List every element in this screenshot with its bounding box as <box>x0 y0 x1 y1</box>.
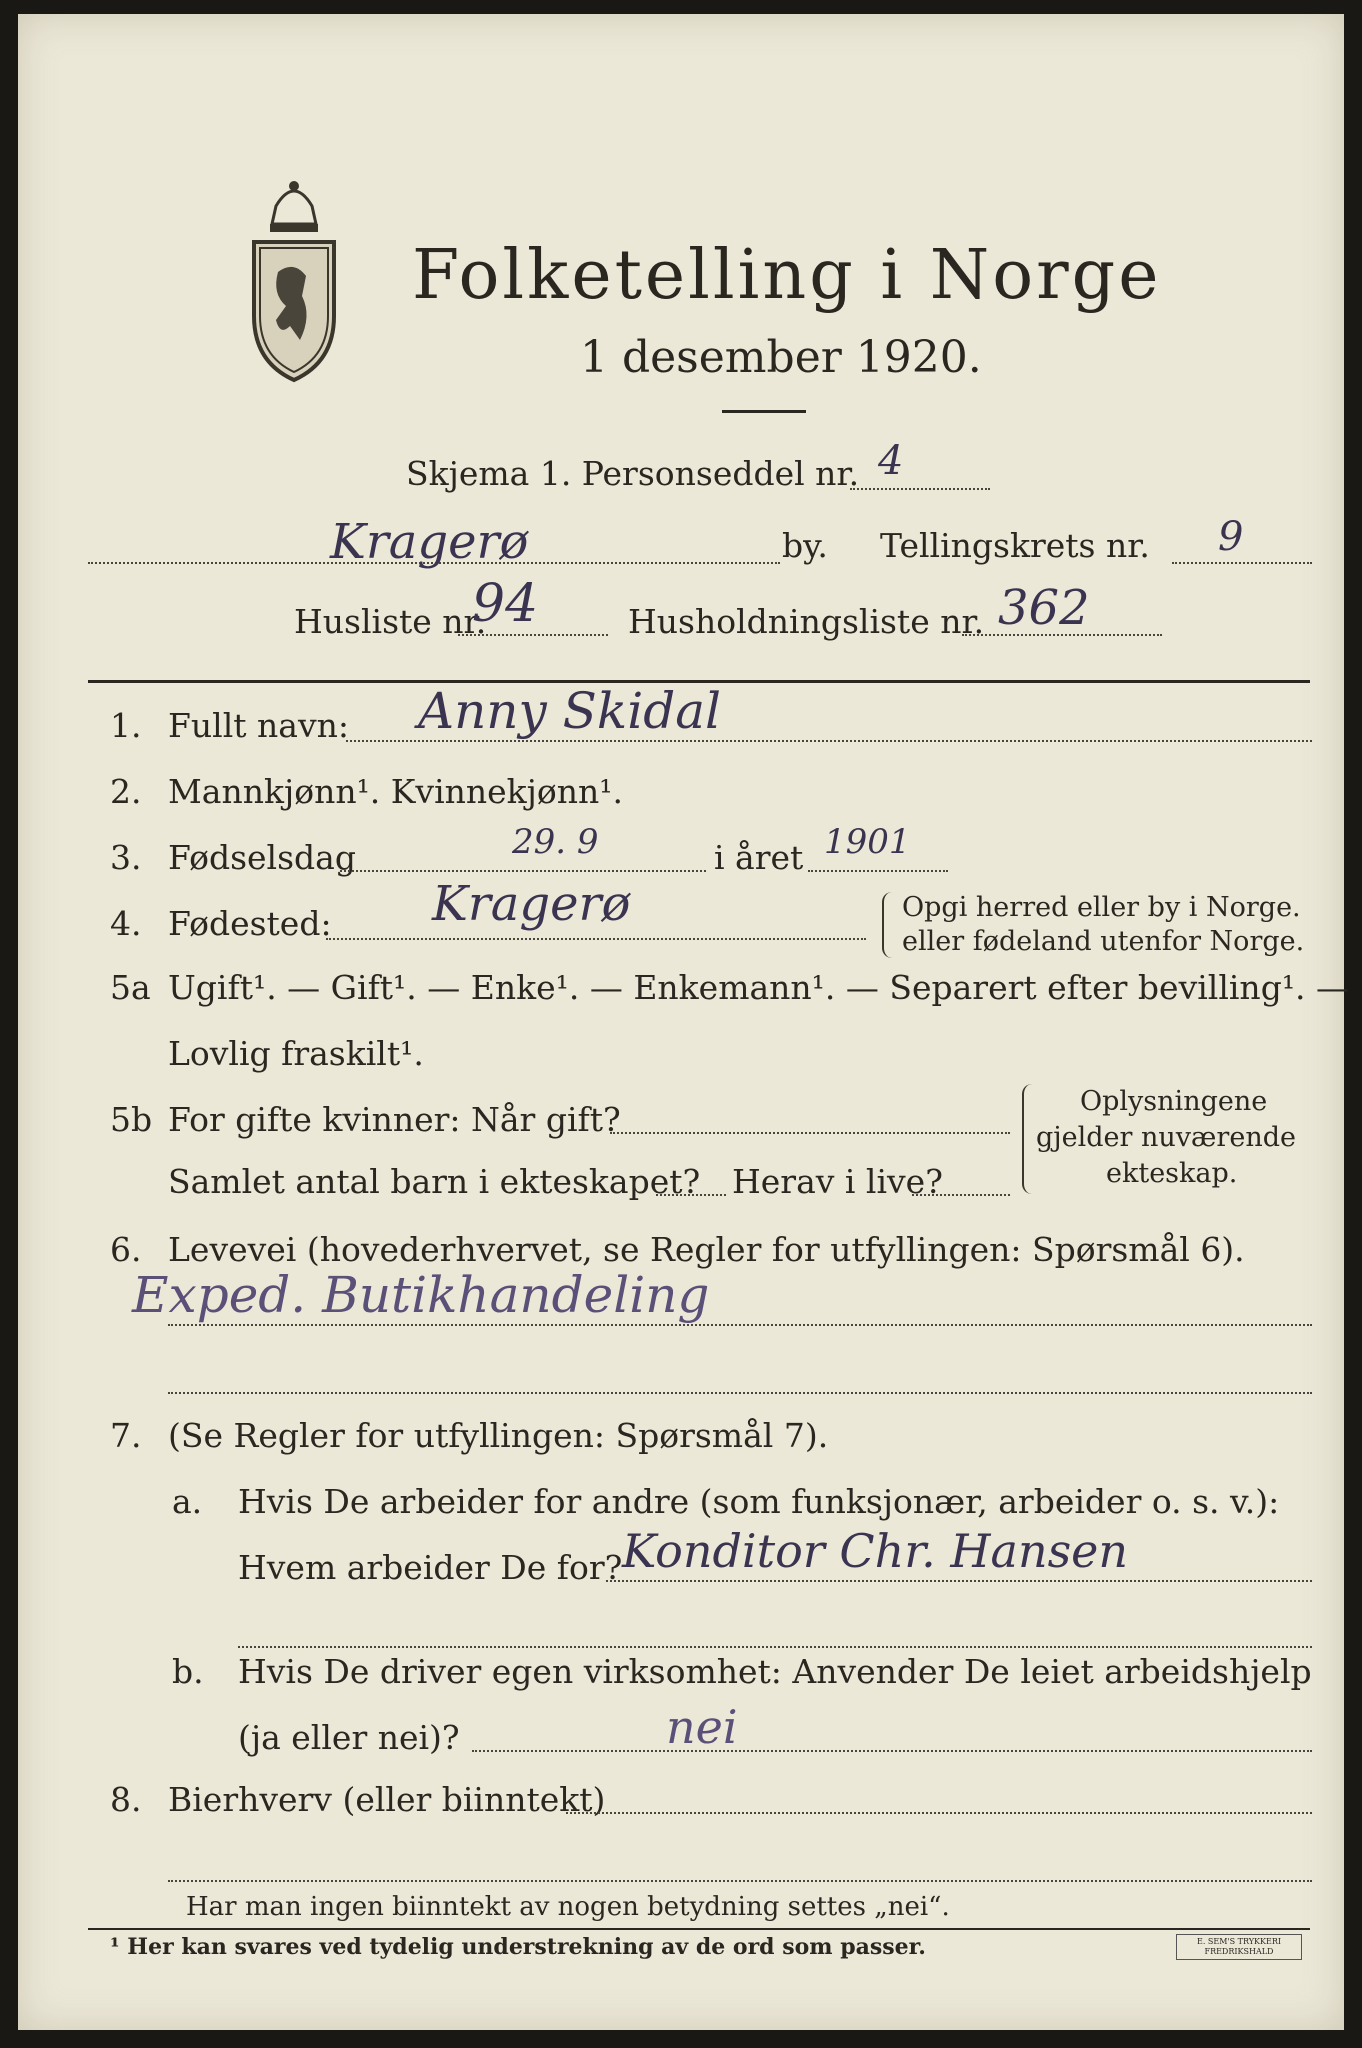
q7a-line1: Hvis De arbeider for andre (som funksjonær, arbeider o. s. v.): <box>238 1482 1280 1521</box>
q8-label: Bierhverv (eller biinntekt) <box>168 1780 606 1819</box>
q7-number: 7. <box>110 1416 142 1455</box>
skjema-value: 4 <box>878 438 904 484</box>
footnote-divider <box>88 1928 1310 1930</box>
q5b-note-line3: ekteskap. <box>1106 1158 1238 1189</box>
q1-label: Fullt navn: <box>168 706 349 745</box>
q6-field-line-1 <box>168 1324 1312 1326</box>
q6-field-line-2 <box>168 1392 1312 1394</box>
by-label: by. <box>782 526 828 565</box>
skjema-label: Skjema 1. Personseddel nr. <box>406 454 860 493</box>
q3-value: 29. 9 <box>512 822 599 862</box>
q4-field-line <box>326 938 866 940</box>
norwegian-coat-of-arms-icon <box>246 176 342 384</box>
q7b-letter: b. <box>172 1652 204 1691</box>
q4-label: Fødested: <box>168 904 332 943</box>
q1-number: 1. <box>110 706 142 745</box>
q2-label: Mannkjønn¹. Kvinnekjønn¹. <box>168 772 623 811</box>
q7a-field-line-1 <box>606 1580 1312 1582</box>
q6-label: Levevei (hovederhvervet, se Regler for utfyllingen: Spørsmål 6). <box>168 1230 1245 1269</box>
q5b-alive-field-line <box>912 1194 1010 1196</box>
footnote: ¹ Her kan svares ved tydelig understrekning av de ord som passer. <box>110 1934 926 1960</box>
q8-field-line-1 <box>566 1812 1312 1814</box>
q5a-line1: Ugift¹. — Gift¹. — Enke¹. — Enkemann¹. — Separert efter bevilling¹. — <box>168 968 1350 1007</box>
by-value: Kragerø <box>330 514 529 570</box>
q8-number: 8. <box>110 1780 142 1819</box>
form-title: Folketelling i Norge <box>412 236 1162 315</box>
q3-year-label: i året <box>714 838 804 877</box>
q7b-line2: (ja eller nei)? <box>238 1718 460 1757</box>
q5b-note-line1: Oplysningene <box>1080 1086 1268 1117</box>
printer-stamp <box>1176 1934 1302 1960</box>
q7a-field-line-2 <box>238 1646 1312 1648</box>
husliste-label: Husliste nr. <box>294 602 487 641</box>
q8-field-line-2 <box>168 1880 1312 1882</box>
husliste-field-line <box>458 634 608 636</box>
q7a-letter: a. <box>172 1482 203 1521</box>
tellingskrets-label: Tellingskrets nr. <box>880 526 1150 565</box>
q2-number: 2. <box>110 772 142 811</box>
husholdning-label: Husholdningsliste nr. <box>628 602 985 641</box>
q7a-line2: Hvem arbeider De for? <box>238 1548 623 1587</box>
q3-label: Fødselsdag <box>168 838 356 877</box>
q7b-line1: Hvis De driver egen virksomhet: Anvender De leiet arbeidshjelp <box>238 1652 1312 1691</box>
q5b-children-field-line <box>656 1194 726 1196</box>
q5b-line1: For gifte kvinner: Når gift? <box>168 1100 621 1139</box>
q1-field-line <box>346 740 1312 742</box>
tellingskrets-value: 9 <box>1218 514 1244 560</box>
q5a-line2: Lovlig fraskilt¹. <box>168 1034 424 1073</box>
q7a-value: Konditor Chr. Hansen <box>622 1524 1129 1578</box>
q3-year-value: 1901 <box>824 822 911 862</box>
q1-value: Anny Skidal <box>418 682 722 740</box>
q4-note-line2: eller fødeland utenfor Norge. <box>902 926 1305 957</box>
q3-number: 3. <box>110 838 142 877</box>
tellingskrets-field-line <box>1172 562 1312 564</box>
q7b-field-line <box>472 1750 1312 1752</box>
title-divider <box>722 410 806 413</box>
husholdning-value: 362 <box>998 580 1090 636</box>
q3-field-line <box>340 870 706 872</box>
q6-number: 6. <box>110 1230 142 1269</box>
printer-stamp-line1: E. SEM'S TRYKKERI <box>1196 1937 1282 1946</box>
q4-note-line1: Opgi herred eller by i Norge. <box>902 892 1301 923</box>
q5b-line2a: Samlet antal barn i ekteskapet? <box>168 1162 701 1201</box>
q4-note-brace <box>882 892 892 958</box>
q7b-value: nei <box>666 1700 738 1754</box>
q6-value: Exped. Butikhandeling <box>132 1266 710 1324</box>
q4-value: Kragerø <box>432 876 631 932</box>
bottom-note: Har man ingen biinntekt av nogen betydning settes „nei“. <box>186 1892 950 1922</box>
q7-label: (Se Regler for utfyllingen: Spørsmål 7). <box>168 1416 829 1455</box>
q5b-note-brace <box>1022 1084 1032 1194</box>
q5b-note-line2: gjelder nuværende <box>1036 1122 1296 1153</box>
q5b-line2b: Herav i live? <box>732 1162 943 1201</box>
q5a-number: 5a <box>110 968 151 1007</box>
skjema-field-line <box>850 488 990 490</box>
q3-year-field-line <box>808 870 948 872</box>
form-date: 1 desember 1920. <box>580 332 982 383</box>
census-form-page <box>18 14 1350 2030</box>
printer-stamp-line2: FREDRIKSHALD <box>1204 1947 1274 1956</box>
q4-number: 4. <box>110 904 142 943</box>
q5b-when-field-line <box>610 1132 1010 1134</box>
q5b-number: 5b <box>110 1100 153 1139</box>
husliste-value: 94 <box>472 574 539 634</box>
